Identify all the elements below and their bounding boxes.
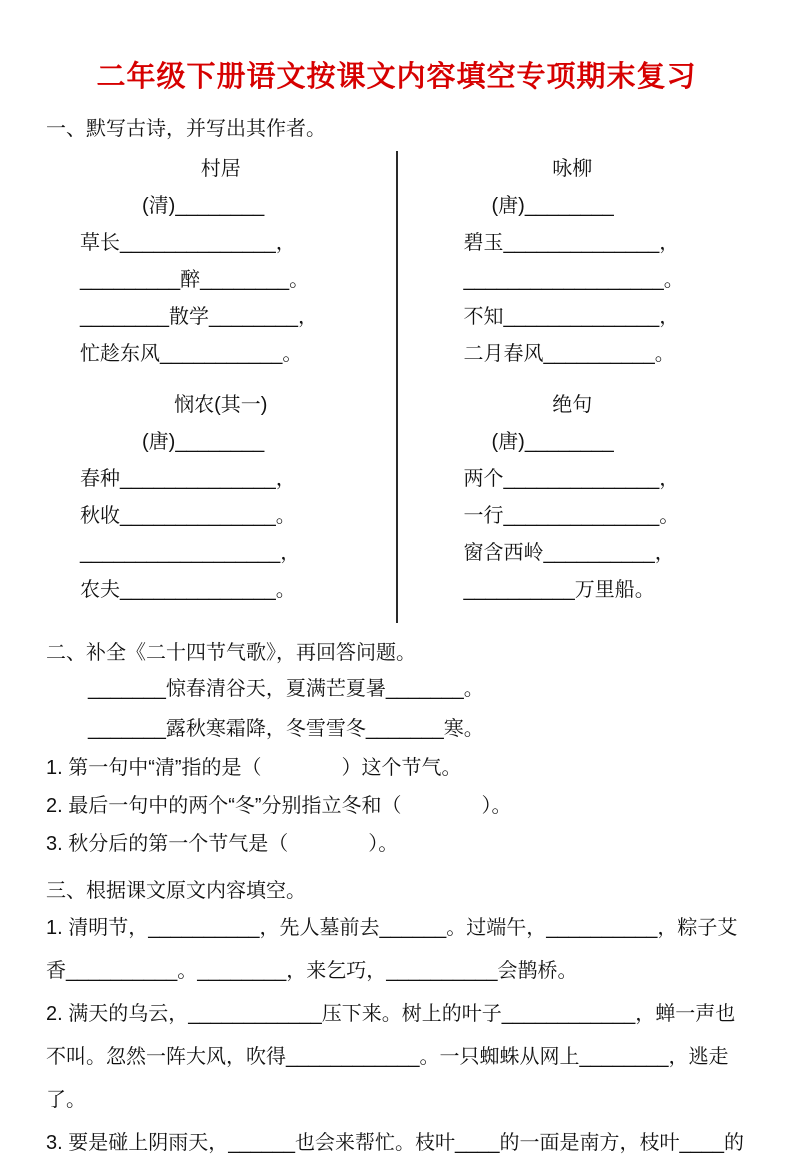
solar-terms-song-line-2: _______露秋寒霜降，冬雪雪冬_______寒。 (88, 718, 484, 740)
poem-line: _________醉________。 (80, 269, 310, 291)
poem-author-blank: (唐)________ (491, 431, 614, 453)
poem-title: 村居 (200, 158, 241, 180)
poem-line: 碧玉______________， (463, 232, 680, 254)
poem-yongliu (398, 151, 748, 373)
poem-author-blank: (唐)________ (142, 431, 265, 453)
section-3 (46, 875, 747, 1165)
poem-line: 窗含西岭__________， (463, 542, 675, 564)
poem-line: __________________， (80, 542, 301, 564)
poems-grid (46, 151, 747, 623)
question-1: 1. 第一句中“清”指的是（ ）这个节气。 (46, 757, 462, 779)
poem-cunju (46, 151, 396, 373)
poem-line: 二月春风__________。 (463, 343, 675, 365)
poem-line: 不知______________， (463, 306, 680, 328)
poems-column-right (396, 151, 748, 623)
poem-minnong (46, 387, 396, 609)
poem-line: 两个______________， (463, 468, 680, 490)
solar-terms-song-line-1: _______惊春清谷天，夏满芒夏暑_______。 (88, 678, 484, 700)
poem-title: 咏柳 (552, 158, 593, 180)
section1-heading: 一、默写古诗，并写出其作者。 (46, 118, 326, 140)
poem-author-blank: (清)________ (142, 195, 265, 217)
poem-line: __________________。 (463, 269, 684, 291)
poem-line: 忙趁东风___________。 (80, 343, 303, 365)
poem-line: 春种______________， (80, 468, 296, 490)
poem-line: 秋收______________。 (80, 505, 296, 527)
fill-item-3: 3. 要是碰上阴雨天，______也会来帮忙。枝叶____的一面是南方，枝叶____的 (46, 1132, 744, 1154)
poem-jueju (398, 387, 748, 609)
poem-line: __________万里船。 (463, 579, 655, 601)
section-2 (46, 637, 747, 863)
section2-heading: 二、补全《二十四节气歌》，再回答问题。 (46, 642, 416, 664)
poem-line: ________散学________， (80, 306, 318, 328)
poem-author-blank: (唐)________ (491, 195, 614, 217)
question-2: 2. 最后一句中的两个“冬”分别指立冬和（ ）。 (46, 795, 512, 817)
fill-item-1: 1. 清明节，__________，先人墓前去______。过端午，__________，粽子艾香__________。________，来乞巧，__________会鹊桥。 (46, 917, 738, 982)
poem-title: 悯农(其一) (174, 394, 268, 416)
question-3: 3. 秋分后的第一个节气是（ ）。 (46, 833, 399, 855)
fill-item-2: 2. 满天的乌云，____________压下来。树上的叶子____________，蝉一声也不叫。忽然一阵大风，吹得____________。一只蜘蛛从网上________，逃走了。 (46, 1003, 736, 1111)
section3-heading: 三、根据课文原文内容填空。 (46, 880, 306, 902)
poem-title: 绝句 (552, 394, 593, 416)
poem-line: 农夫______________。 (80, 579, 296, 601)
poem-line: 草长______________， (80, 232, 296, 254)
poem-line: 一行______________。 (463, 505, 680, 527)
page-title: 二年级下册语文按课文内容填空专项期末复习 (96, 61, 697, 93)
poems-column-left (46, 151, 396, 623)
